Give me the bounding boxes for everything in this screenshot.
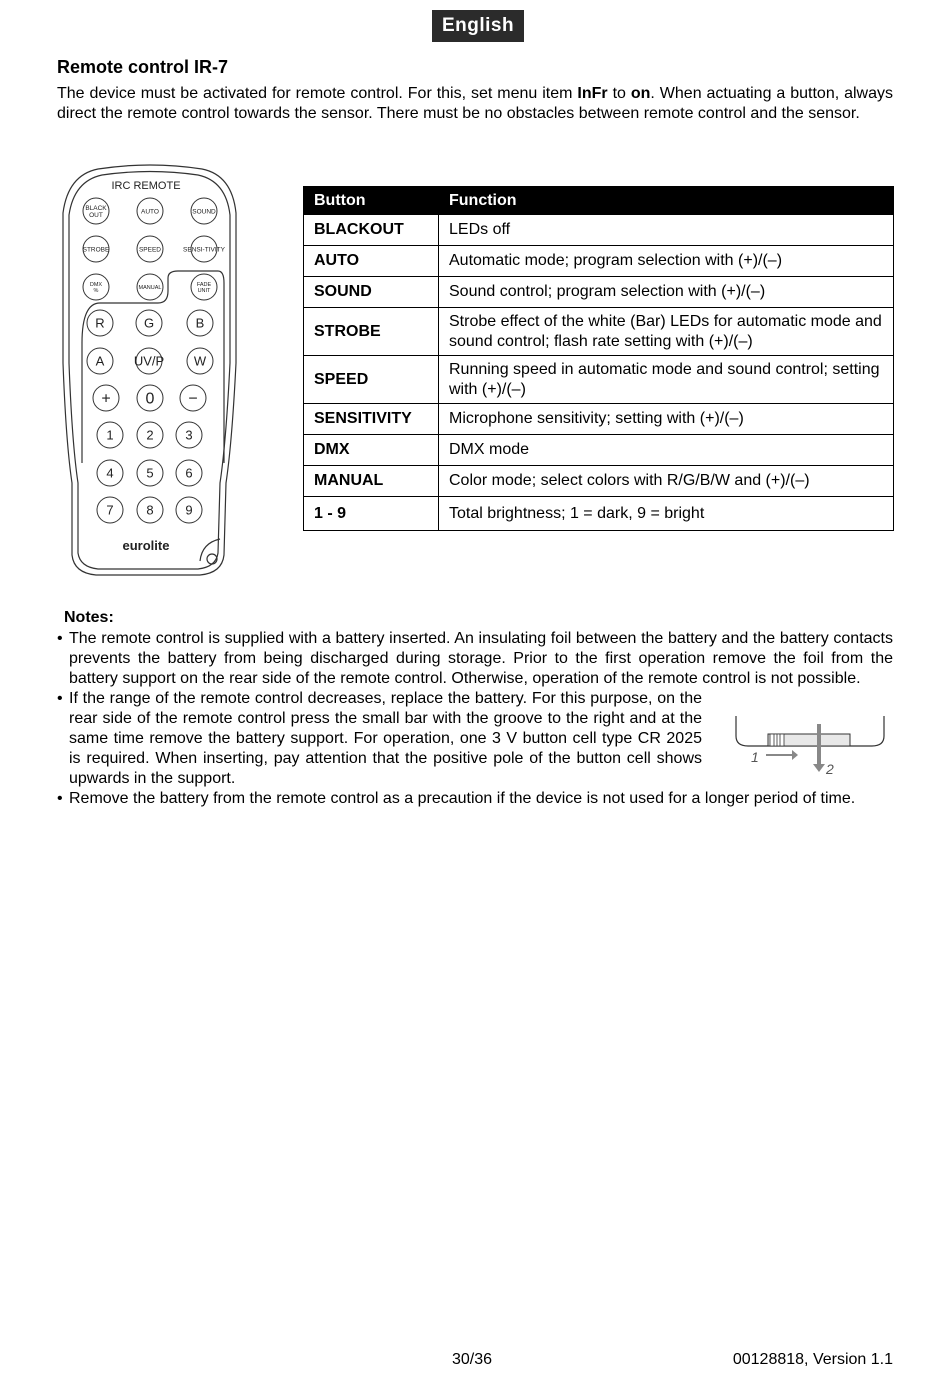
cell-function: Running speed in automatic mode and sound control; setting with (+)/(–) [439,356,894,404]
remote-button-label: 3 [185,427,193,443]
remote-button-label: 7 [106,502,114,518]
remote-button-label: 5 [146,465,154,481]
table-row [304,277,894,308]
remote-button-label: G [143,315,155,331]
cell-function: DMX mode [439,435,894,466]
remote-button-label: SOUND [192,208,216,216]
button-function-table [303,186,894,531]
remote-button-label: AUTO [141,208,159,216]
remote-button-label: 2 [146,427,154,443]
table-row [304,246,894,277]
cell-button: SOUND [304,277,439,308]
cell-function: LEDs off [439,215,894,246]
cell-button: BLACKOUT [304,215,439,246]
table-row [304,308,894,356]
header-button: Button [304,187,439,215]
table-row [304,497,894,531]
cell-button: MANUAL [304,466,439,497]
table-row [304,435,894,466]
cell-button: SPEED [304,356,439,404]
remote-button-label: − [188,390,198,408]
table-row [304,466,894,497]
remote-button-label: STROBE [82,246,110,254]
language-badge: English [432,10,524,42]
figure-label-2: 2 [826,761,834,777]
cell-button: AUTO [304,246,439,277]
table-row [304,356,894,404]
header-function: Function [439,187,894,215]
page-number: 30/36 [452,1351,493,1368]
cell-function: Color mode; select colors with R/G/B/W and (+)/(–) [439,466,894,497]
remote-button-label: 9 [185,502,193,518]
remote-button-label: 0 [145,390,155,408]
remote-button-label: SPEED [138,246,162,254]
remote-button-label: B [195,315,205,331]
remote-button-label: 4 [106,465,114,481]
remote-button-label: W [193,353,207,369]
remote-button-label: 6 [185,465,193,481]
cell-button: DMX [304,435,439,466]
remote-button-label: UNIT [197,287,211,294]
remote-title: IRC REMOTE [111,180,181,192]
cell-button: STROBE [304,308,439,356]
remote-button-label: R [95,315,105,331]
remote-button-label: 8 [146,502,154,518]
menu-item-value: on [630,85,651,102]
note-item: • If the range of the remote control decreases, replace the battery. For this purpose, on the rear side of the remote control press the small bar with the groove to the right and at the same time remove the battery support. For operation, one 3 V button cell type CR 2025 is required. When inserting, pay attention that the positive pole of the button cell shows upwards in the support. [57,689,702,789]
note-item: • The remote control is supplied with a battery inserted. An insulating foil between the battery and the battery contacts prevents the battery from being discharged during storage. Prior to the first operation remove the foil from the battery support on the rear side of the remote control. Otherwise, operation of the remote control is not possible. [57,629,893,689]
section-title: Remote control IR-7 [57,57,229,77]
table-header-row [304,187,894,215]
notes-title: Notes: [64,609,114,626]
remote-button-label: 1 [106,427,114,443]
document-version: 00128818, Version 1.1 [732,1351,893,1368]
cell-function: Strobe effect of the white (Bar) LEDs for automatic mode and sound control; flash rate setting with (+)/(–) [439,308,894,356]
cell-function: Automatic mode; program selection with (+)/(–) [439,246,894,277]
remote-brand: eurolite [122,538,170,553]
cell-function: Sound control; program selection with (+)/(–) [439,277,894,308]
cell-button: 1 - 9 [304,497,439,531]
cell-function: Microphone sensitivity; setting with (+)/(–) [439,404,894,435]
intro-paragraph: The device must be activated for remote control. For this, set menu item InFr to on. When actuating a button, always direct the remote control towards the sensor. There must be no obstacles between remote control and the sensor. [57,85,894,122]
table-row [304,404,894,435]
remote-button-label: OUT [89,211,103,219]
remote-button-label: A [95,353,105,369]
remote-button-label: FADE [196,281,212,288]
battery-removal-figure [730,714,890,780]
figure-label-1: 1 [751,749,759,765]
note-item: • Remove the battery from the remote control as a precaution if the device is not used for a longer period of time. [57,789,893,809]
remote-button-label: BLACK [85,204,107,212]
table-row [304,215,894,246]
remote-button-label: MANUAL [138,284,162,291]
cell-function: Total brightness; 1 = dark, 9 = bright [439,497,894,531]
remote-button-label: + [101,390,111,408]
cell-button: SENSITIVITY [304,404,439,435]
remote-button-label: SENSI-TIVITY [183,246,225,254]
remote-button-label: % [93,287,99,294]
menu-item-name: InFr [577,85,608,102]
remote-button-label: DMX [89,281,103,288]
remote-control-illustration [60,163,240,583]
remote-button-label: UV/P [133,353,165,369]
